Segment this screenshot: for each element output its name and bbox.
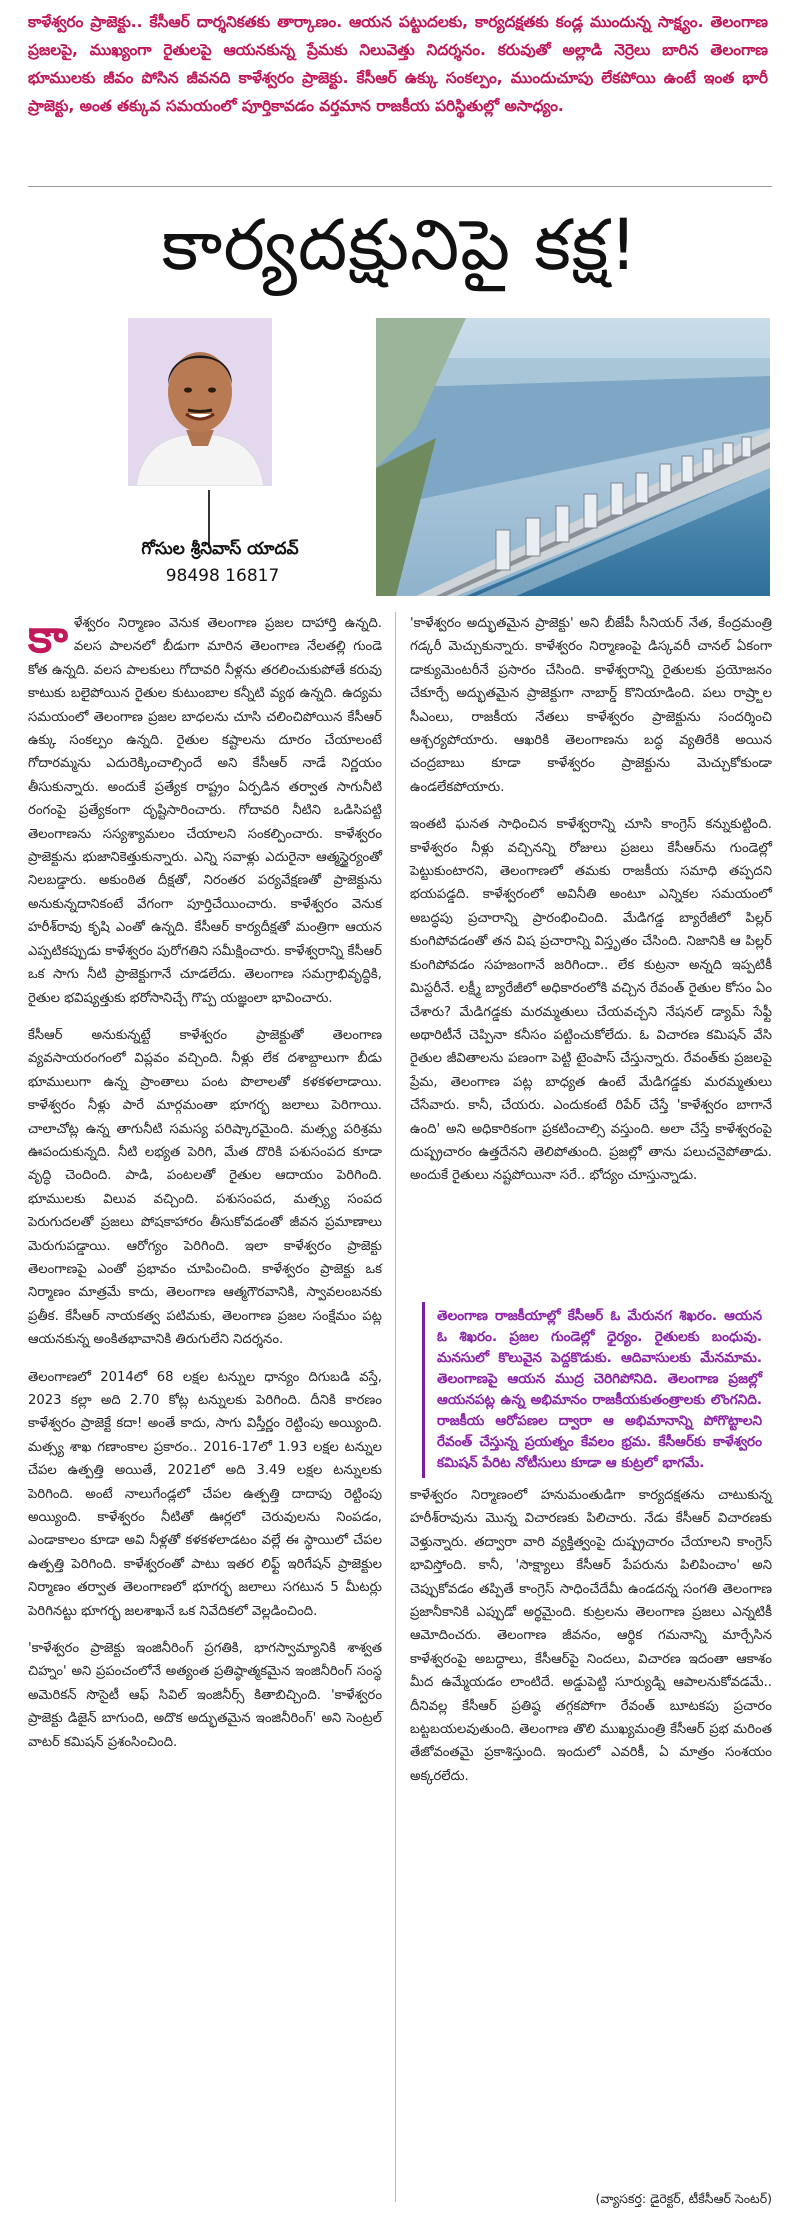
article-paragraph: కాళేశ్వరం నిర్మాణం వెనుక తెలంగాణ ప్రజల దాహార్తి ఉన్నది. వలస పాలనలో బీడుగా మారిన తెలంగాణ నేలతల్లి గుండె కోత ఉన్నది. వలస పాలకులు గోదావరి నీళ్లను తరలించుకుపోతే కరువు కాటుకు బలైపోయిన రైతుల కుటుంబాల కన్నీటి వ్యథ ఉన్నది. ఉద్యమ సమయంలో తెలంగాణ ప్రజల బాధలను చూసి చలించిపోయిన కేసీఆర్ ఉక్కు సంకల్పం ఉన్నది. రైతుల కష్టాలను దూరం చేయాలంటే గోదారమ్మను ఎదురెక్కించాల్సిందే అని కేసీఆర్ నాడే నిర్ణయం తీసుకున్నారు. అందుకే ప్రత్యేక రాష్ట్రం ఏర్పడిన తర్వాత సాగునీటి రంగంపై ప్రత్యేకంగా దృష్టిసారించారు. గోదావరి నీటిని ఒడిసిపట్టి తెలంగాణను సస్యశ్యామలం చేయాలని సంకల్పించారు. కాళేశ్వరం ప్రాజెక్టును భుజానికెత్తుకున్నారు. ఎన్ని సవాళ్లు ఎదురైనా ఆత్మస్థైర్యంతో నిలబడ్డారు. అకుంఠిత దీక్షతో, నిరంతర పర్యవేక్షణతో ప్రాజెక్టును అనుకున్నదానికంటే వేగంగా పూర్తిచేయించారు. కాళేశ్వరం వెనుక హరీశ్‌రావు కృషి ఎంతో ఉన్నది. కేసీఆర్ కార్యదీక్షతో మంత్రిగా ఆయన ఎప్పటికప్పుడు కాళేశ్వరం పురోగతిని సమీక్షించారు. కాళేశ్వరాన్ని కేసీఆర్ ఒక సాగు నీటి ప్రాజెక్టుగానే చూడలేదు. తెలంగాణ సమగ్రాభివృద్ధికి, రైతుల భవిష్యత్తుకు భరోసానిచ్చే గొప్ప యజ్ఞంలా భావించారు. xyxy=(28,609,382,1006)
article-paragraph: 'కాళేశ్వరం ప్రాజెక్టు ఇంజినీరింగ్ ప్రగతికి, భాగస్వామ్యానికి శాశ్వత చిహ్నం' అని ప్రపంచంలోనే అత్యంత ప్రతిష్ఠాత్మకమైన ఇంజినీరింగ్ సంస్థ అమెరికన్ సొసైటీ ఆఫ్ సివిల్ ఇంజినీర్స్ కితాబిచ్చింది. 'కాళేశ్వరం ప్రాజెక్టు డిజైన్ బాగుంది, అదొక అద్భుతమైన ఇంజినీరింగ్' అని సెంట్రల్ వాటర్ కమిషన్ ప్రశంసించింది. xyxy=(28,1641,382,1750)
author-phone: 98498 16817 xyxy=(165,566,280,586)
pull-quote xyxy=(422,1302,762,1478)
article-column-right-bottom xyxy=(410,1484,772,2204)
intro-blurb: కాళేశ్వరం ప్రాజెక్టు.. కేసీఆర్ దార్శనికతకు తార్కాణం. ఆయన పట్టుదలకు, కార్యదక్షతకు కండ్ల ముందున్న సాక్ష్యం. తెలంగాణ ప్రజలపై, ముఖ్యంగా రైతులపై ఆయనకున్న ప్రేమకు నిలువెత్తు నిదర్శనం. కరువుతో అల్లాడి నెర్రెలు బారిన తెలంగాణ భూములకు జీవం పోసిన జీవనది కాళేశ్వరం ప్రాజెక్టు. కేసీఆర్ ఉక్కు సంకల్పం, ముందుచూపు లేకపోయి ఉంటే ఇంత భారీ ప్రాజెక్టు, అంత తక్కువ సమయంలో పూర్తికావడం వర్తమాన రాజకీయ పరిస్థితుల్లో అసాధ్యం. xyxy=(28,13,768,115)
barrage-photo xyxy=(376,318,770,596)
intro-divider xyxy=(28,186,772,187)
column-divider xyxy=(395,612,396,2202)
author-photo xyxy=(128,318,272,486)
headline: కార్యదక్షునిపై కక్ష! xyxy=(161,204,639,286)
drop-cap: కా xyxy=(28,609,68,663)
author-credit: (వ్యాసకర్త: డైరెక్టర్, టీకేసీఆర్ సెంటర్) xyxy=(595,2191,772,2206)
article-paragraph: తెలంగాణలో 2014లో 68 లక్షల టన్నుల ధాన్యం దిగుబడి వస్తే, 2023 కల్లా అది 2.70 కోట్ల టన్నులకు పెరిగింది. దీనికి కారణం కాళేశ్వరం ప్రాజెక్టే కదా! అంతే కాదు, సాగు విస్తీర్ణం రెట్టింపు అయ్యింది. మత్స్య శాఖ గణాంకాల ప్రకారం.. 2016-17లో 1.93 లక్షల టన్నుల చేపల ఉత్పత్తి అయితే, 2021లో అది 3.49 లక్షల టన్నులకు పెరిగింది. అంటే నాలుగేండ్లలో చేపల ఉత్పత్తి దాదాపు రెట్టింపు అయ్యింది. కాళేశ్వరం నీటితో ఊర్లలో చెరువులను నింపడం, ఎండాకాలం కూడా అవి నీళ్లతో కళకళలాడటం వల్లే ఈ స్థాయిలో చేపల ఉత్పత్తి పెరిగింది. కాళేశ్వరంతో పాటు ఇతర లిఫ్ట్ ఇరిగేషన్ ప్రాజెక్టుల నిర్మాణం తర్వాత తెలంగాణలో భూగర్భ జలాలు సగటున 5 మీటర్లు పెరిగినట్టు భూగర్భ జలశాఖనే ఒక నివేదికలో వెల్లడించింది. xyxy=(28,1369,382,1619)
article-paragraph: కాళేశ్వరం నిర్మాణంలో హనుమంతుడిగా కార్యదక్షతను చాటుకున్న హరీశ్‌రావును మొన్న విచారణకు పిలిచారు. నేడు కేసీఆర్ విచారణకు వెళ్తున్నారు. తద్వారా వారి వ్యక్తిత్వంపై దుష్ప్రచారం చేయాలని కాంగ్రెస్ భావిస్తోంది. కానీ, 'సాక్ష్యాలు కేసీఆర్ పేపరును పిలిపించాం' అని చెప్పుకోవడం తప్పితే కాంగ్రెస్ సాధించేదేమీ ఉండదన్న సంగతి తెలంగాణ ప్రజానీకానికి ఎప్పుడో అర్థమైంది. కుట్రలను తెలంగాణ ప్రజలు ఎన్నటికీ ఆమోదించరు. తెలంగాణ జీవనం, ఆర్థిక గమనాన్ని మార్చేసిన కాళేశ్వరంపై అబద్ధాలు, కేసీఆర్‌పై నిందలు, విచారణ ఇదంతా ఆకాశం మీద ఉమ్మేయడం లాంటిదే. అడ్డుపెట్టి సూర్యుడ్ని ఆపాలనుకోవడమే.. దీనివల్ల కేసీఆర్ ప్రతిష్ఠ తగ్గకపోగా రేవంత్ బూటకపు ప్రచారం బట్టబయలవుతుంది. తెలంగాణ తొలి ముఖ్యమంత్రి కేసీఆర్ ప్రభ మరింత తేజోవంతమై ప్రకాశిస్తుంది. ఇందులో ఎవరికీ, ఏ మాత్రం సంశయం అక్కరలేదు. xyxy=(410,1488,772,1784)
pull-quote-text: తెలంగాణ రాజకీయాల్లో కేసీఆర్ ఓ మేరునగ శిఖరం. ఆయన ఓ శిఖరం. ప్రజల గుండెల్లో ధైర్యం. రైతులకు బంధువు. మనసులో కొలువైన పెద్దకొడుకు. ఆదివాసులకు మేనమామ. తెలంగాణపై ఆయన ముద్ర చెరిగిపోనిది. తెలంగాణ ప్రజల్లో ఆయనపట్ల ఉన్న అభిమానం రాజకీయకుతంత్రాలకు లొంగనిది. రాజకీయ ఆరోపణల ద్వారా ఆ అభిమానాన్ని పోగొట్టాలని రేవంత్ చేస్తున్న ప్రయత్నం కేవలం భ్రమ. కేసీఆర్‌కు కాళేశ్వరం కమిషన్ పేరిట నోటీసులు కూడా ఆ కుట్రలో భాగమే. xyxy=(437,1308,762,1471)
article-paragraph: కేసీఆర్ అనుకున్నట్టే కాళేశ్వరం ప్రాజెక్టుతో తెలంగాణ వ్యవసాయరంగంలో విప్లవం వచ్చింది. నీళ్లు లేక దశాబ్దాలుగా బీడు భూములుగా ఉన్న ప్రాంతాలు పంట పొలాలతో కళకళలాడాయి. కాళేశ్వరం నీళ్లు పారే మార్గమంతా భూగర్భ జలాలు పెరిగాయి. చాలాచోట్ల ఉన్న తాగునీటి సమస్య పరిష్కారమైంది. మత్స్య పరిశ్రమ ఊపందుకున్నది. నీటి లభ్యత పెరిగి, మేత దొరికి పశుసంపద కూడా వృద్ధి చెందింది. పాడి, పంటలతో రైతుల ఆదాయం పెరిగింది. భూములకు విలువ వచ్చింది. పశుసంపద, మత్స్య సంపద పెరుగుదలతో ప్రజలు పోషకాహారం తీసుకోవడంతో జీవన ప్రమాణాలు మెరుగుపడ్డాయి. ఆరోగ్యం పెరిగింది. ఇలా కాళేశ్వరం ప్రాజెక్టు తెలంగాణపై ఎంతో ప్రభావం చూపించింది. కాళేశ్వరం ప్రాజెక్టు ఒక నిర్మాణం మాత్రమే కాదు, తెలంగాణ ఆత్మగౌరవానికి, స్వావలంబనకు ప్రతీక. కేసీఆర్ నాయకత్వ పటిమకు, తెలంగాణ ప్రజల సంక్షేమం పట్ల ఆయనకున్న అంకితభావానికి తిరుగులేని నిదర్శనం. xyxy=(28,1027,382,1348)
author-name: గోసుల శ్రీనివాస్ యాదవ్ xyxy=(141,539,299,559)
article-paragraph: ఇంతటి ఘనత సాధించిన కాళేశ్వరాన్ని చూసి కాంగ్రెస్ కన్నుకుట్టింది. కాళేశ్వరం నీళ్లు వచ్చినన్ని రోజులు ప్రజలు కేసీఆర్‌ను గుండెల్లో పెట్టుకుంటారని, తెలంగాణలో తమకు రాజకీయ సమాధి తప్పదని భయపడ్డది. కాళేశ్వరంలో అవినీతి అంటూ ఎన్నికల సమయంలో అబద్ధపు ప్రచారాన్ని ప్రారంభించింది. మేడిగడ్డ బ్యారేజీలో పిల్లర్ కుంగిపోవడంతో తన విష ప్రచారాన్ని విస్తృతం చేసింది. నిజానికి ఆ పిల్లర్ కుంగిపోవడం సహజంగానే జరిగిందా.. లేక కుట్రనా అన్నది ఇప్పటికీ మిస్టరీనే. లక్ష్మీ బ్యారేజీలో అధికారంలోకి వచ్చిన రేవంత్ రైతుల కోసం ఏం చేశారు? మేడిగడ్డకు మరమ్మతులు చేయవచ్చని నేషనల్ డ్యామ్ సేఫ్టీ అథారిటీనే చెప్పినా కనీసం పట్టించుకోలేదు. ఓ విచారణ కమిషన్ వేసి రైతుల జీవితాలను పణంగా పెట్టి టైంపాస్ చేస్తున్నారు. రేవంత్‌కు ప్రజలపై ప్రేమ, తెలంగాణ పట్ల బాధ్యత ఉంటే మేడిగడ్డకు మరమ్మతులు చేసేవారు. కానీ, చేయరు. ఎందుకంటే రిపేర్ చేస్తే 'కాళేశ్వరం బాగానే ఉంది' అని అధికారికంగా ప్రకటించాల్సి వస్తుంది. అలా చేస్తే కాళేశ్వరంపై దుష్ప్రచారం ఉత్తదేనని తెలిపోతుంది. ప్రజల్లో తాను పలుచనైపోతాడు. అందుకే రైతులు నష్టపోయినా సరే.. భోద్యం చూస్తున్నాడు. xyxy=(410,817,772,1184)
article-column-left xyxy=(28,609,382,2202)
article-paragraph: 'కాళేశ్వరం అద్భుతమైన ప్రాజెక్టు' అని బీజేపీ సీనియర్ నేత, కేంద్రమంత్రి గడ్కరీ మెచ్చుకున్నారు. కాళేశ్వరం నిర్మాణంపై డిస్కవరీ చానల్ ఏకంగా డాక్యుమెంటరీనే ప్రసారం చేసింది. కాళేశ్వరాన్ని రైతులకు ప్రయోజనం చేకూర్చే అద్భుతమైన ప్రాజెక్టుగా నాబార్డ్ కొనియాడింది. పలు రాష్ర్టాల సీఎంలు, రాజకీయ నేతలు కాళేశ్వరం ప్రాజెక్టును సందర్శించి ఆశ్చర్యపోయారు. ఆఖరికి తెలంగాణను బద్ధ వ్యతిరేకి అయిన చంద్రబాబు కూడా కాళేశ్వరం ప్రాజెక్టును మెచ్చుకోకుండా ఉండలేకపోయారు. xyxy=(410,616,772,795)
